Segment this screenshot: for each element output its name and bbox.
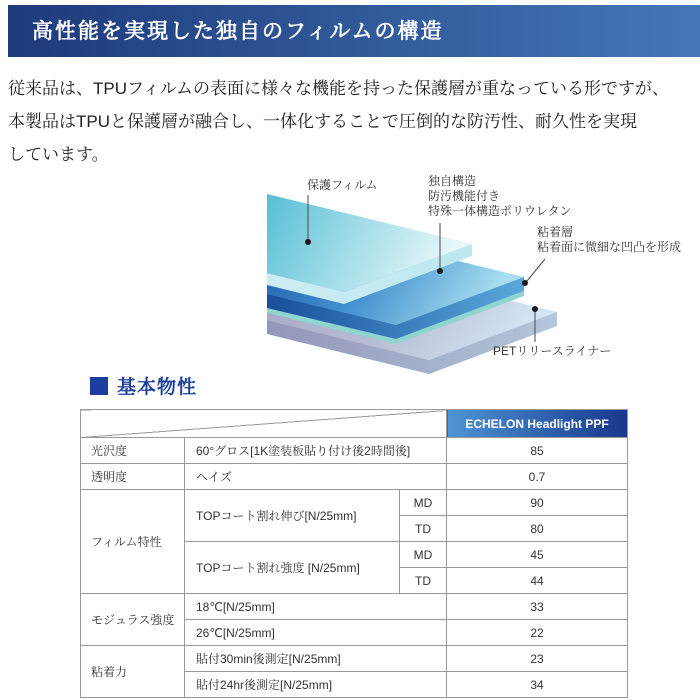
leader-dot-pet [532,306,538,312]
label-unique-structure [428,174,572,219]
cell-description: TOPコート割れ伸び[N/25mm] [185,490,400,542]
film-layers-illustration [135,165,700,375]
label-unique-line-1: 独自構造 [428,174,477,188]
section-banner [8,5,700,57]
cell-description: 60°グロス[1K塗装板貼り付け後2時間後] [185,438,447,464]
cell-value: 23 [447,646,628,672]
leader-dot-unique [437,268,443,274]
leader-line-adhesive [527,259,545,281]
header-diagonal-cell [81,410,447,438]
cell-category: 透明度 [81,464,185,490]
cell-value: 33 [447,594,628,620]
cell-category: モジュラス強度 [81,594,185,646]
cell-description: ヘイズ [185,464,447,490]
intro-paragraph [8,72,696,171]
intro-line-3: しています。 [8,145,109,164]
cell-value: 45 [447,542,628,568]
cell-value: 34 [447,672,628,698]
cell-description: 貼付24hr後測定[N/25mm] [185,672,447,698]
cell-direction: MD [400,490,447,516]
label-pet-liner [493,344,611,359]
film-structure-diagram [135,165,700,375]
cell-description: 26℃[N/25mm] [185,620,447,646]
table-row [81,490,628,516]
cell-description: TOPコート割れ強度 [N/25mm] [185,542,400,594]
cell-direction: TD [400,568,447,594]
label-adhesive-line-2: 粘着面に微細な凹凸を形成 [537,240,682,254]
cell-direction: TD [400,516,447,542]
intro-line-2: 本製品はTPUと保護層が融合し、一体化することで圧倒的な防汚性、耐久性を実現 [8,112,637,131]
label-pet-liner-text: PETリリースライナー [493,344,612,358]
cell-direction: MD [400,542,447,568]
table-header-row [81,410,628,438]
label-protect-film [307,178,378,193]
leader-dot-adhesive [522,280,528,286]
cell-value: 85 [447,438,628,464]
banner-title: 高性能を実現した独自のフィルムの構造 [32,19,444,43]
label-adhesive-layer [537,225,681,255]
properties-table [80,409,628,698]
heading-square-icon [90,377,108,395]
cell-category: フィルム特性 [81,490,185,594]
cell-value: 90 [447,490,628,516]
cell-value: 44 [447,568,628,594]
cell-description: 貼付30min後測定[N/25mm] [185,646,447,672]
label-protect-film-text: 保護フィルム [307,178,378,192]
table-row [81,438,628,464]
basic-properties-heading [90,372,197,399]
table-row [81,464,628,490]
cell-description: 18℃[N/25mm] [185,594,447,620]
properties-table-wrapper [80,409,628,698]
cell-value: 80 [447,516,628,542]
cell-category: 光沢度 [81,438,185,464]
label-unique-line-3: 特殊一体構造ポリウレタン [428,204,572,218]
heading-title: 基本物性 [117,377,198,398]
table-row [81,646,628,672]
label-adhesive-line-1: 粘着層 [537,225,574,239]
label-unique-line-2: 防汚機能付き [428,189,501,203]
cell-value: 0.7 [447,464,628,490]
product-column-header: ECHELON Headlight PPF [447,410,628,438]
cell-value: 22 [447,620,628,646]
cell-category: 粘着力 [81,646,185,698]
table-row [81,594,628,620]
intro-line-1: 従来品は、TPUフィルムの表面に様々な機能を持った保護層が重なっている形ですが、 [8,79,669,98]
leader-dot-protect [305,239,311,245]
